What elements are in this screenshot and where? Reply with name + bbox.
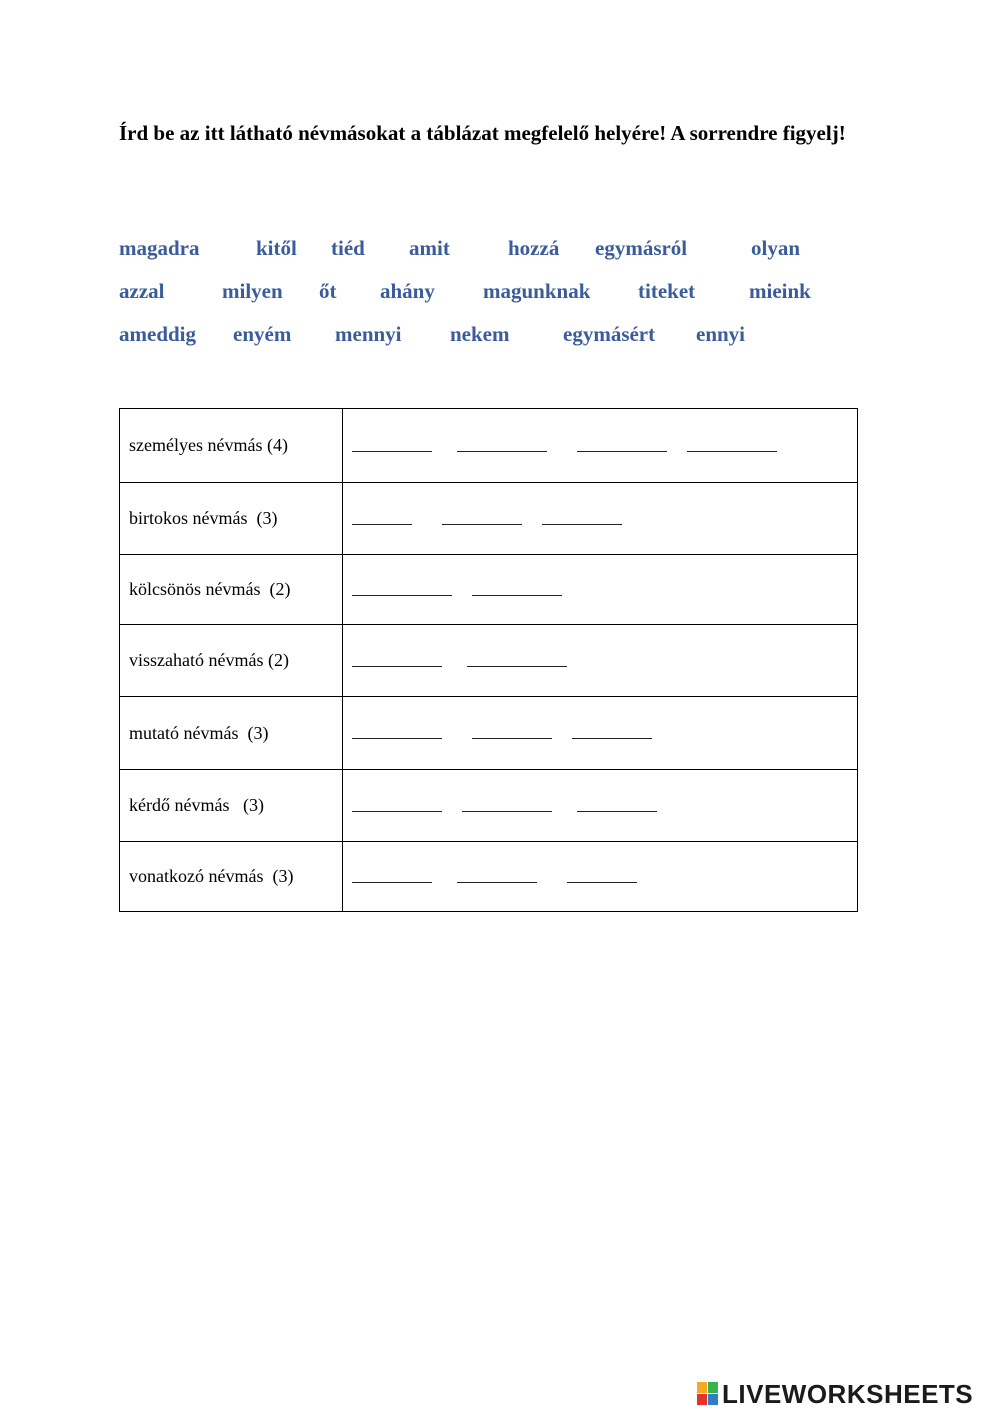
answer-blank[interactable] [687,450,777,452]
word-bank-item[interactable]: egymásról [595,236,688,260]
word-bank-item[interactable]: tiéd [331,236,365,260]
answer-blank[interactable] [472,594,562,596]
word-bank-item[interactable]: nekem [450,322,510,346]
pronoun-category-label: személyes névmás (4) [120,409,343,483]
answer-blank[interactable] [352,523,412,525]
answer-blanks-cell [343,483,858,555]
answer-blank[interactable] [457,450,547,452]
pronoun-category-label: visszaható névmás (2) [120,625,343,697]
answer-blank[interactable] [352,594,452,596]
word-bank-item[interactable]: azzal [119,279,165,303]
word-bank-item[interactable]: mennyi [335,322,402,346]
table-row [120,697,858,770]
word-bank-item[interactable]: magadra [119,236,200,260]
answer-blanks-cell [343,770,858,842]
pronoun-category-label: kölcsönös névmás (2) [120,555,343,625]
word-bank-item[interactable]: milyen [222,279,283,303]
answer-blanks-cell [343,625,858,697]
answer-blank[interactable] [457,881,537,883]
answer-blank[interactable] [567,881,637,883]
answer-blank[interactable] [467,665,567,667]
word-bank-item[interactable]: hozzá [508,236,560,260]
instruction-text: Írd be az itt látható névmásokat a táblázat megfelelő helyére! A sorrendre figyelj! [119,121,846,145]
table-row [120,842,858,912]
pronoun-category-label: birtokos névmás (3) [120,483,343,555]
word-bank-item[interactable]: mieink [749,279,811,303]
brand-name: LIVEWORKSHEETS [722,1378,974,1409]
word-bank-item[interactable]: ennyi [696,322,746,346]
word-bank-item[interactable]: magunknak [483,279,591,303]
answer-blank[interactable] [442,523,522,525]
word-bank-item[interactable]: titeket [638,279,696,303]
pronoun-category-label: mutató névmás (3) [120,697,343,770]
answer-blank[interactable] [352,737,442,739]
answer-blank[interactable] [352,881,432,883]
table-row [120,409,858,483]
word-bank-item[interactable]: olyan [751,236,801,260]
table-row [120,555,858,625]
answer-blank[interactable] [577,450,667,452]
answer-blanks-cell [343,697,858,770]
answer-blank[interactable] [472,737,552,739]
pronoun-category-label: kérdő névmás (3) [120,770,343,842]
answer-blank[interactable] [462,810,552,812]
answer-blank[interactable] [542,523,622,525]
answer-blanks-cell [343,842,858,912]
answer-blanks-cell [343,409,858,483]
pronoun-category-label: vonatkozó névmás (3) [120,842,343,912]
word-bank-item[interactable]: amit [409,236,450,260]
liveworksheets-logo [697,1378,973,1410]
table-row [120,483,858,555]
answer-blank[interactable] [572,737,652,739]
answer-blank[interactable] [352,450,432,452]
answer-table [119,408,858,912]
answer-blank[interactable] [352,665,442,667]
word-bank-item[interactable]: enyém [233,322,292,346]
word-bank-item[interactable]: ameddig [119,322,197,346]
table-row [120,625,858,697]
answer-blanks-cell [343,555,858,625]
answer-blank[interactable] [352,810,442,812]
logo-cubes-icon [697,1382,719,1406]
word-bank-item[interactable]: kitől [256,236,297,260]
answer-blank[interactable] [577,810,657,812]
word-bank-item[interactable]: őt [319,279,337,303]
word-bank-item[interactable]: egymásért [563,322,656,346]
table-row [120,770,858,842]
word-bank-item[interactable]: ahány [380,279,435,303]
